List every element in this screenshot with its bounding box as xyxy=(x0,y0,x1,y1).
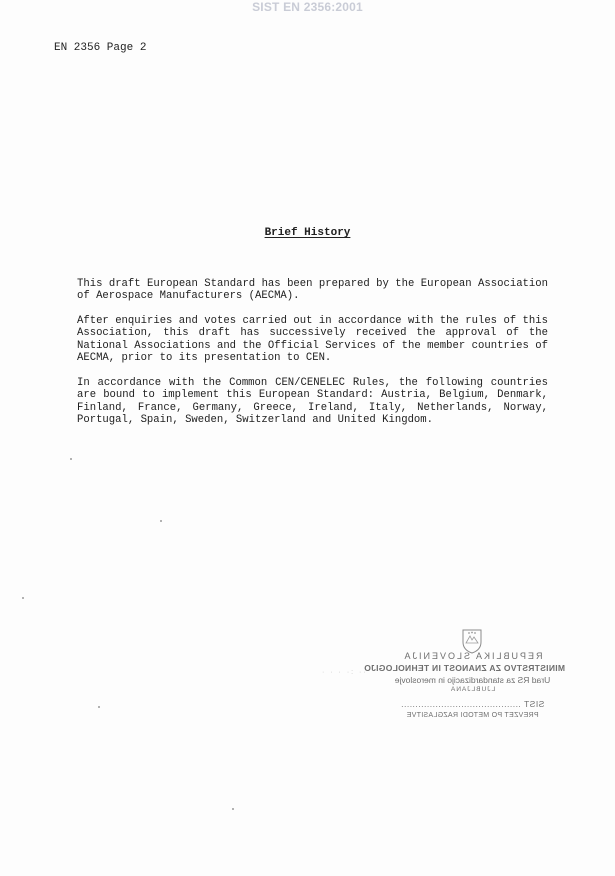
section-title xyxy=(0,227,615,239)
paragraph-preparation: This draft European Standard has been prepared by the European Association of Aerospace Manufacturers (AECMA). xyxy=(77,278,548,303)
scan-speck xyxy=(22,597,24,599)
page-header: EN 2356 Page 2 xyxy=(54,42,147,54)
official-stamp xyxy=(363,628,565,728)
section-title-text: Brief History xyxy=(264,227,351,239)
scan-speck xyxy=(98,706,100,708)
stamp-line-adoption: PREVZET PO METODI RAZGLASITVE xyxy=(406,712,539,719)
document-watermark: SIST EN 2356:2001 xyxy=(252,0,363,14)
scan-speck xyxy=(232,808,234,810)
paragraph-approval: After enquiries and votes carried out in accordance with the rules of this Association, this draft has successively received the approval of the National Associations and the Official Services of the member countries of AECMA, prior to its presentation to CEN. xyxy=(77,315,548,365)
stamp-line-republic: REPUBLIKA SLOVENIJA xyxy=(402,651,543,661)
stamp-line-ministry: MINISTRSTVO ZA ZNANOST IN TEHNOLOGIJO xyxy=(363,663,565,673)
stamp-line-office: Urad RS za standardizacijo in meroslovje xyxy=(394,675,551,685)
stamp-smudge: · · · ·: ·· xyxy=(322,669,368,676)
stamp-line-sist: SIST .......................................... xyxy=(400,699,545,709)
paragraph-countries: In accordance with the Common CEN/CENELEC Rules, the following countries are bound to implement this European Standard: Austria, Belgium, Denmark, Finland, France, Germany, Greece, Ireland, Italy, Netherlands, Norway, Portugal, Spain, Sweden, Switzerland and United Kingdom. xyxy=(77,377,548,427)
scan-speck xyxy=(160,520,162,522)
stamp-line-city: LJUBLJANA xyxy=(449,686,496,693)
scan-speck xyxy=(70,458,72,460)
